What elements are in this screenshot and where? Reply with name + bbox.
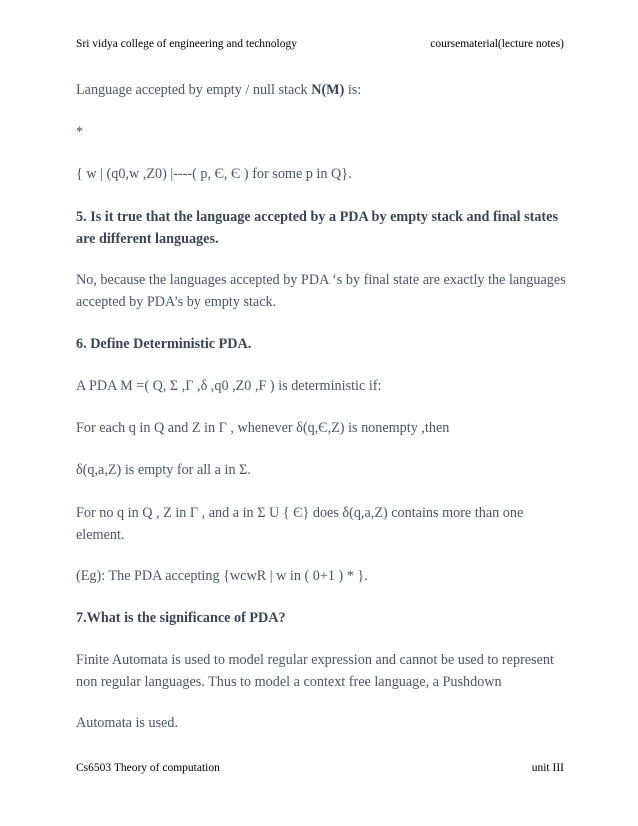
intro-text: Language accepted by empty / null stack [76, 82, 312, 98]
header-doc-type: coursematerial(lecture notes) [430, 38, 564, 50]
answer-6-condition-3-line-1: For no q in Q , Z in Γ , and a in Σ U { Є} does δ(q,a,Z) contains more than one [76, 505, 524, 521]
answer-6-definition: A PDA M =( Q, Σ ,Γ ,δ ,q0 ,Z0 ,F ) is deterministic if: [76, 378, 382, 394]
answer-6-condition-3-line-2: element. [76, 527, 125, 543]
page-header [76, 38, 564, 50]
answer-6-example: (Eg): The PDA accepting {wcwR | w in ( 0+1 ) * }. [76, 568, 368, 584]
answer-7-line-1: Finite Automata is used to model regular expression and cannot be used to represent [76, 652, 554, 668]
question-5-line-2: are different languages. [76, 231, 219, 247]
intro-notation: N(M) [311, 82, 345, 98]
answer-6-condition-2: δ(q,a,Z) is empty for all a in Σ. [76, 462, 251, 478]
answer-7-line-2: non regular languages. Thus to model a context free language, a Pushdown [76, 674, 502, 690]
language-set-definition: { w | (q0,w ,Z0) |----( p, Є, Є ) for some p in Q}. [76, 166, 352, 182]
question-6: 6. Define Deterministic PDA. [76, 336, 252, 352]
intro-tail: is: [344, 82, 362, 98]
footer-course: Cs6503 Theory of computation [76, 762, 220, 774]
header-institution: Sri vidya college of engineering and technology [76, 38, 297, 50]
question-7: 7.What is the significance of PDA? [76, 610, 286, 626]
star-symbol: * [76, 124, 84, 140]
footer-unit: unit III [531, 762, 564, 774]
answer-5-line-2: accepted by PDA’s by empty stack. [76, 294, 277, 310]
answer-5-line-1: No, because the languages accepted by PDA ‘s by final state are exactly the languages [76, 272, 566, 288]
answer-7-line-3: Automata is used. [76, 715, 179, 731]
question-5-line-1: 5. Is it true that the language accepted by a PDA by empty stack and final states [76, 209, 558, 225]
page-footer [76, 762, 564, 774]
answer-6-condition-1: For each q in Q and Z in Γ , whenever δ(q,Є,Z) is nonempty ,then [76, 420, 450, 436]
empty-stack-language-intro [76, 79, 568, 101]
